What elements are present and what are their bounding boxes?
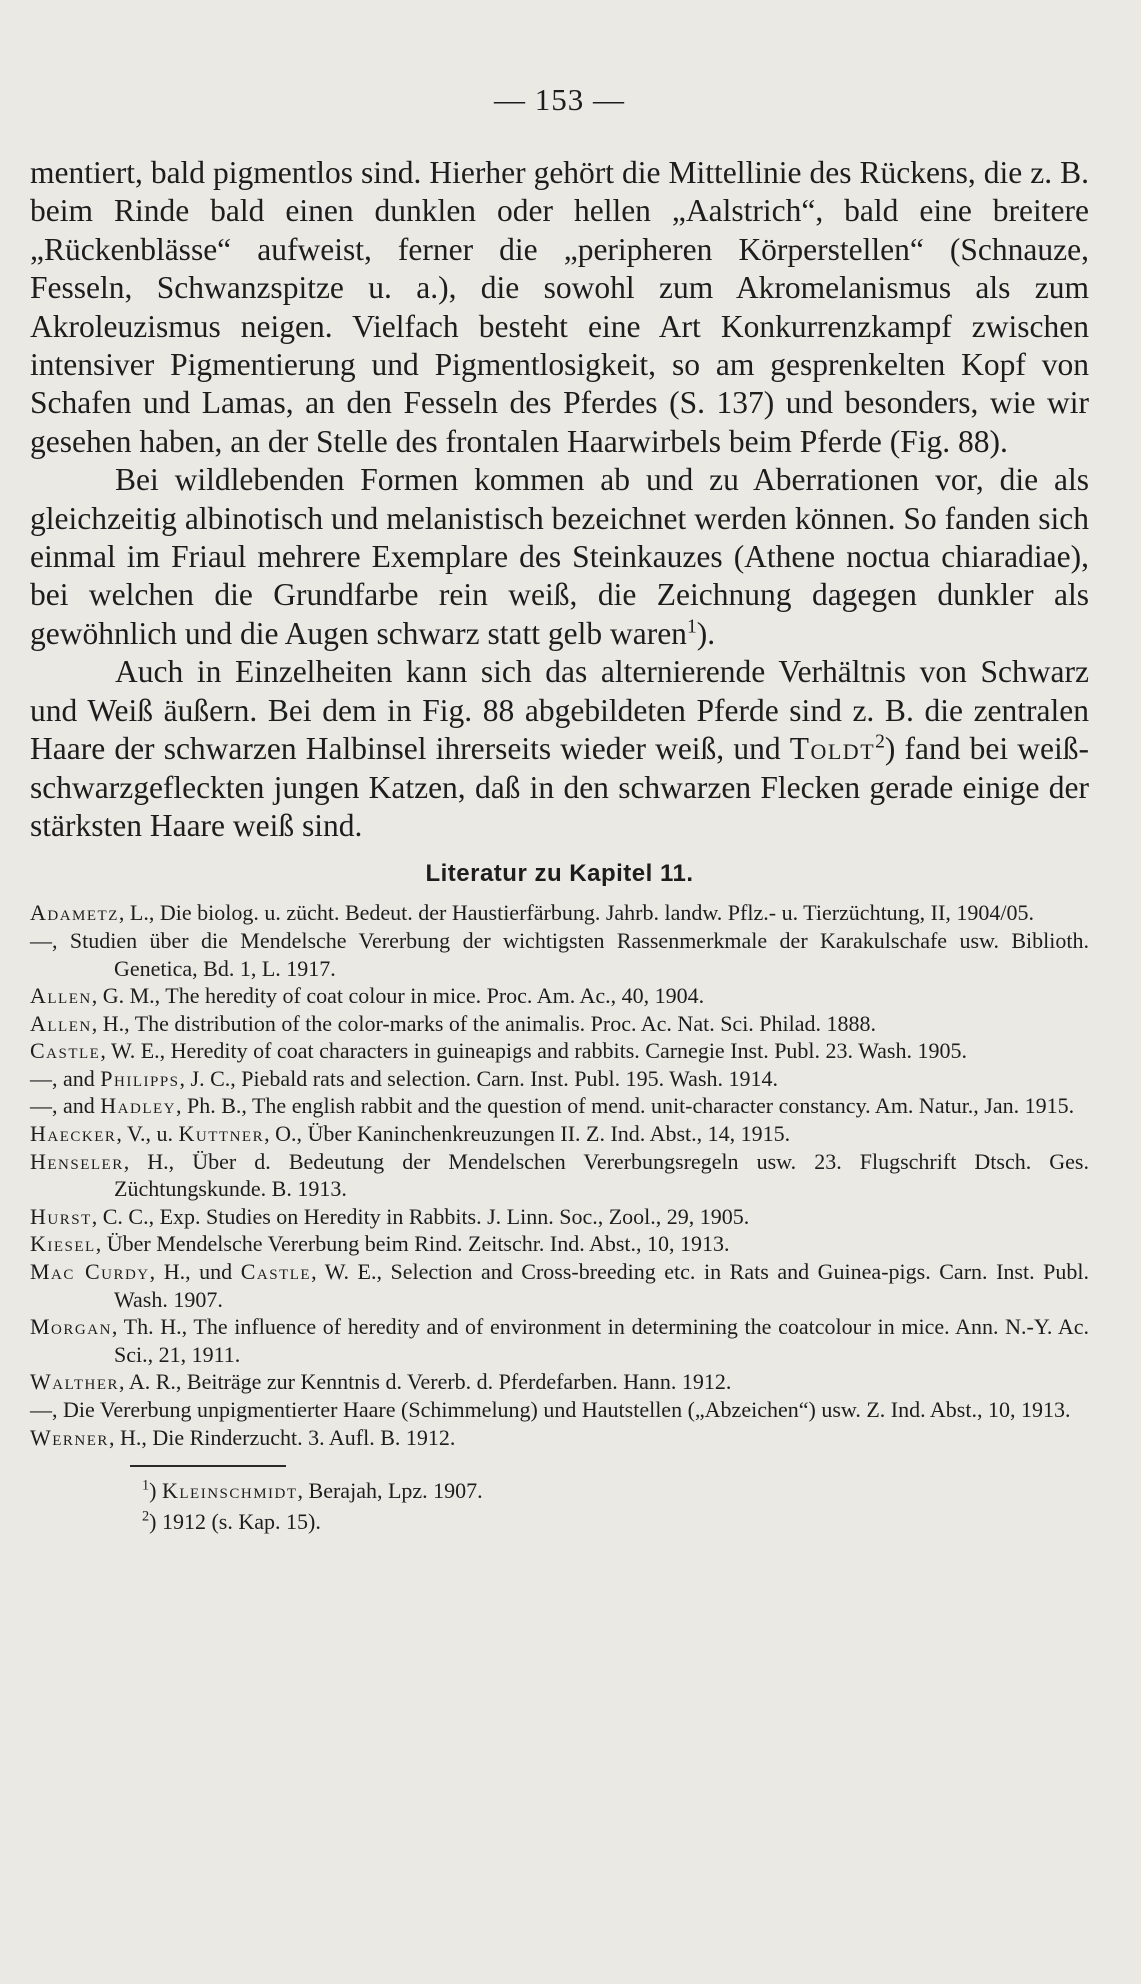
reference-text: , G. M., The heredity of coat colour in mice. Proc. Am. Ac., 40, 1904. [91, 983, 705, 1009]
reference-prefix: —, and [30, 1065, 101, 1091]
reference-list [30, 899, 1089, 1451]
reference-author: Hurst [30, 1203, 92, 1229]
footnotes [30, 1475, 1089, 1537]
paragraph-3-text-a: Auch in Einzelheiten kann sich das alternierende Verhältnis von Schwarz und Weiß äußern. Bei dem in Fig. 88 abgebildeten Pferde sind z. B. die zentralen Haare der schwarzen Halbinsel ihrerseits wieder weiß, und [30, 654, 1089, 767]
footnote-mark: 2 [142, 1508, 150, 1525]
reference-author: Philipps [100, 1065, 180, 1091]
reference-author: Morgan [30, 1314, 112, 1340]
footnote-text: , Berajah, Lpz. 1907. [297, 1478, 483, 1504]
reference-item [30, 1120, 1089, 1148]
reference-text: , V., u. [116, 1121, 179, 1147]
paragraph-2-text: Bei wildlebenden Formen kommen ab und zu Aberrationen vor, die als gleichzeitig albinotisch und melanistisch bezeichnet werden können. So fanden sich einmal im Friaul mehrere Exemplare des Steinkauzes (Athene noctua chiaradiae), bei welchen die Grundfarbe rein weiß, die Zeichnung dagegen dunkler als gewöhnlich und die Augen schwarz statt gelb waren [30, 462, 1089, 651]
paragraph-1: mentiert, bald pigmentlos sind. Hierher gehört die Mittellinie des Rückens, die z. B. beim Rinde bald einen dunklen oder hellen „Aalstrich“, bald eine breitere „Rückenblässe“ aufweist, ferner die „peripheren Körperstellen“ (Schnauze, Fesseln, Schwanzspitze u. a.), die sowohl zum Akromelanismus als zum Akroleuzismus neigen. Vielfach besteht eine Art Konkurrenzkampf zwischen intensiver Pigmentierung und Pigmentlosigkeit, so am gesprenkelten Kopf von Schafen und Lamas, an den Fesseln des Pferdes (S. 137) und besonders, wie wir gesehen haben, an der Stelle des frontalen Haarwirbels beim Pferde (Fig. 88). [30, 155, 1089, 459]
page-number: — 153 — [494, 82, 625, 117]
paragraph-2 [30, 461, 1089, 653]
reference-item [30, 1368, 1089, 1396]
paragraph-3-text-b: ) fand bei weiß-schwarzgefleckten jungen Katzen, daß in den schwarzen Flecken gerade einige der stärksten Haare weiß sind. [30, 731, 1090, 843]
reference-item [30, 1037, 1089, 1065]
reference-text: , Ph. B., The english rabbit and the question of mend. unit-character constancy. Am. Natur., Jan. 1915. [175, 1093, 1075, 1119]
reference-item [30, 1424, 1089, 1452]
reference-author: Hadley [100, 1093, 176, 1119]
reference-author: Haecker [30, 1121, 117, 1147]
footnote-mark: 1 [142, 1477, 150, 1494]
reference-text: —, Studien über die Mendelsche Vererbung der wichtigsten Rassenmerkmale der Karakulschafe usw. Biblioth. Genetica, Bd. 1, L. 1917. [30, 927, 1089, 981]
paragraph-3 [30, 653, 1089, 845]
reference-author: Walther [30, 1369, 120, 1395]
footnote-1 [30, 1475, 1089, 1506]
reference-author: Adametz [30, 900, 119, 926]
reference-item [30, 1065, 1089, 1093]
footnote-rule [130, 1465, 286, 1467]
reference-item [30, 1230, 1089, 1258]
reference-prefix: —, and [30, 1093, 101, 1119]
literature-heading: Literatur zu Kapitel 11. [425, 860, 694, 888]
footnote-ref-2[interactable]: 2 [875, 731, 885, 753]
reference-author: Allen [30, 1010, 92, 1036]
reference-item [30, 1258, 1089, 1313]
reference-text: , H., Die Rinderzucht. 3. Aufl. B. 1912. [108, 1424, 456, 1450]
footnote-prefix: ) [149, 1509, 162, 1535]
reference-item [30, 982, 1089, 1010]
reference-item [30, 899, 1089, 927]
reference-text: , H., und [149, 1259, 241, 1285]
reference-text-2: , O., Über Kaninchenkreuzungen II. Z. Ind. Abst., 14, 1915. [264, 1121, 791, 1147]
reference-coauthor: Castle [240, 1259, 312, 1285]
reference-author: Henseler [30, 1148, 124, 1174]
reference-coauthor: Kuttner [178, 1121, 265, 1147]
footnote-prefix: ) [149, 1478, 162, 1504]
reference-text: —, Die Vererbung unpigmentierter Haare (Schimmelung) und Hautstellen („Abzeichen“) usw. Z. Ind. Abst., 10, 1913. [30, 1397, 1071, 1422]
reference-item [30, 1396, 1089, 1424]
footnote-author: Kleinschmidt [161, 1478, 298, 1504]
reference-text-2: , W. E., Selection and Cross-breeding etc. in Rats and Guinea-pigs. Carn. Inst. Publ. Wash. 1907. [114, 1259, 1089, 1312]
reference-author: Werner [30, 1424, 109, 1450]
reference-text: , A. R., Beiträge zur Kenntnis d. Vererb. d. Pferdefarben. Hann. 1912. [119, 1369, 732, 1395]
reference-author: Kiesel [30, 1231, 96, 1257]
author-name: Toldt [789, 731, 876, 767]
reference-author: Mac Curdy [30, 1259, 150, 1285]
reference-item [30, 927, 1089, 982]
reference-text: , Th. H., The influence of heredity and of environment in determining the coatcolour in mice. Ann. N.-Y. Ac. Sci., 21, 1911. [111, 1314, 1089, 1367]
reference-item [30, 1092, 1089, 1120]
reference-text: , W. E., Heredity of coat characters in guineapigs and rabbits. Carnegie Inst. Publ. 23. Wash. 1905. [100, 1038, 967, 1064]
paragraph-2-end: ). [696, 615, 716, 651]
reference-item [30, 1010, 1089, 1038]
footnote-2 [30, 1506, 1089, 1537]
reference-text: , L., Die biolog. u. zücht. Bedeut. der Haustierfärbung. Jahrb. landw. Pflz.- u. Tierzüchtung, II, 1904/05. [118, 900, 1034, 926]
reference-text: , J. C., Piebald rats and selection. Carn. Inst. Publ. 195. Wash. 1914. [179, 1065, 779, 1091]
reference-item [30, 1203, 1089, 1231]
reference-author: Allen [30, 983, 92, 1009]
footnote-text: 1912 (s. Kap. 15). [161, 1509, 321, 1535]
body-text [30, 154, 1089, 845]
footnote-ref-1[interactable]: 1 [686, 616, 697, 638]
reference-text: , H., The distribution of the color-marks of the animalis. Proc. Ac. Nat. Sci. Philad. 1888. [91, 1010, 877, 1036]
reference-author: Castle [30, 1038, 101, 1064]
reference-item [30, 1148, 1089, 1203]
reference-text: , Über Mendelsche Vererbung beim Rind. Zeitschr. Ind. Abst., 10, 1913. [95, 1231, 730, 1257]
reference-text: , H., Über d. Bedeutung der Mendelschen Vererbungsregeln usw. 23. Flugschrift Dtsch. Ges. Züchtungskunde. B. 1913. [114, 1148, 1089, 1202]
reference-text: , C. C., Exp. Studies on Heredity in Rabbits. J. Linn. Soc., Zool., 29, 1905. [91, 1203, 750, 1229]
reference-item [30, 1313, 1089, 1368]
